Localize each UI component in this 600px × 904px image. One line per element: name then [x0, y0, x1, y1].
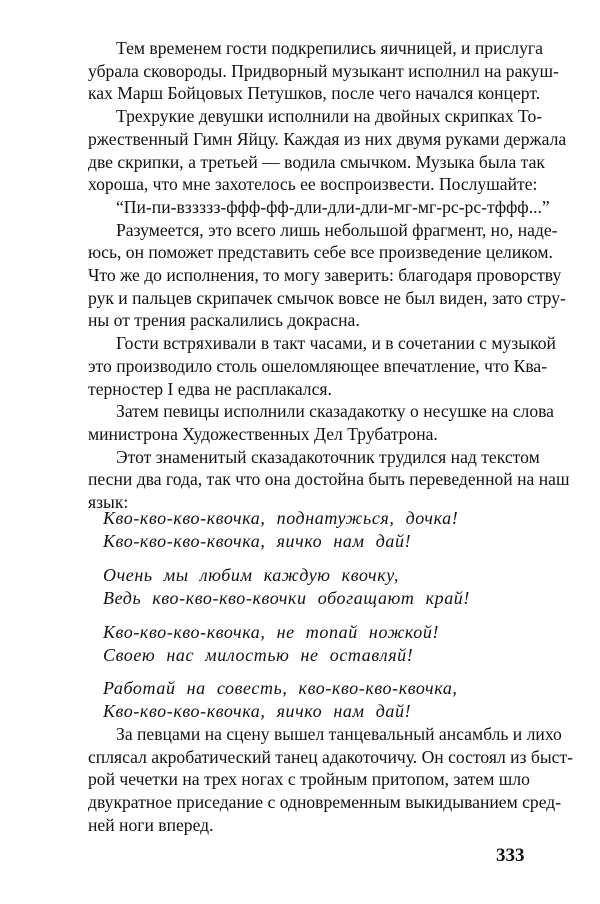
text-line: “Пи-пи-вззззз-ффф-фф-дли-дли-дли-мг-мг-рс-рс-тффф...” [116, 196, 550, 217]
text-line: Разумеется, это всего лишь небольшой фрагмент, но, наде- [116, 219, 558, 240]
text-line: Что же до исполнения, то могу заверить: благодаря проворству [88, 265, 562, 285]
poem-line: Кво-кво-кво-квочка, яичко нам дай! [103, 531, 412, 551]
text-line: песни два года, так что она достойна быть переведенной на наш [88, 469, 570, 490]
poem-line: Ведь кво-кво-кво-квочки обогащают край! [103, 588, 470, 608]
poem-line: Кво-кво-кво-квочка, поднатужься, дочка! [103, 508, 459, 528]
text-line: рук и пальцев скрипачек смычок вовсе не был виден, зато стру- [88, 287, 566, 308]
text-line: Затем певицы исполнили сказадакотку о несушке на слова [116, 401, 554, 422]
poem-line: Своею нас милостью не оставляй! [103, 645, 414, 665]
text-line: Тем временем гости подкрепились яичницей, и прислуга [116, 38, 543, 58]
text-line: язык: [88, 492, 129, 512]
text-line: Гости встряхивали в такт часами, и в сочетании с музыкой [116, 333, 556, 354]
text-line: юсь, он поможет представить себе все произведение целиком. [88, 242, 553, 263]
text-line: ней ноги вперед. [88, 814, 214, 835]
text-line: это производило столь ошеломляющее впечатление, что Ква- [88, 355, 548, 376]
text-line: хороша, что мне захотелось ее воспроизвести. Послушайте: [88, 174, 538, 195]
text-line: рой чечетки на трех ногах с тройным притопом, затем шло [88, 769, 530, 790]
page-number: 333 [496, 845, 525, 866]
text-line: За певцами на сцену вышел танцевальный ансамбль и лихо [116, 724, 562, 744]
poem-line: Кво-кво-кво-квочка, не топай ножкой! [103, 622, 440, 642]
text-line: сплясал акробатический танец адакоточичу. Он состоял из быст- [88, 746, 574, 767]
text-line: убрала сковороды. Придворный музыкант исполнил на ракуш- [88, 60, 559, 81]
text-line: Этот знаменитый сказадакоточник трудился над текстом [116, 446, 540, 467]
poem-line: Работай на совесть, кво-кво-кво-квочка, [103, 678, 458, 698]
poem-line: Кво-кво-кво-квочка, яичко нам дай! [103, 701, 412, 721]
text-line: двукратное приседание с одновременным выкидыванием сред- [88, 792, 562, 813]
text-line: ны от трения раскалились докрасна. [88, 310, 360, 331]
text-line: терностер I едва не расплакался. [88, 378, 332, 399]
text-line: Трехрукие девушки исполнили на двойных скрипках То- [116, 106, 543, 127]
text-line: министрона Художественных Дел Трубатрона. [88, 423, 438, 444]
text-line: ках Марш Бойцовых Петушков, после чего начался концерт. [88, 83, 541, 104]
text-line: две скрипки, а третьей — водила смычком. Музыка была так [88, 151, 545, 172]
text-line: ржественный Гимн Яйцу. Каждая из них двумя руками держала [88, 128, 567, 149]
poem-line: Очень мы любим каждую квочку, [103, 565, 400, 585]
